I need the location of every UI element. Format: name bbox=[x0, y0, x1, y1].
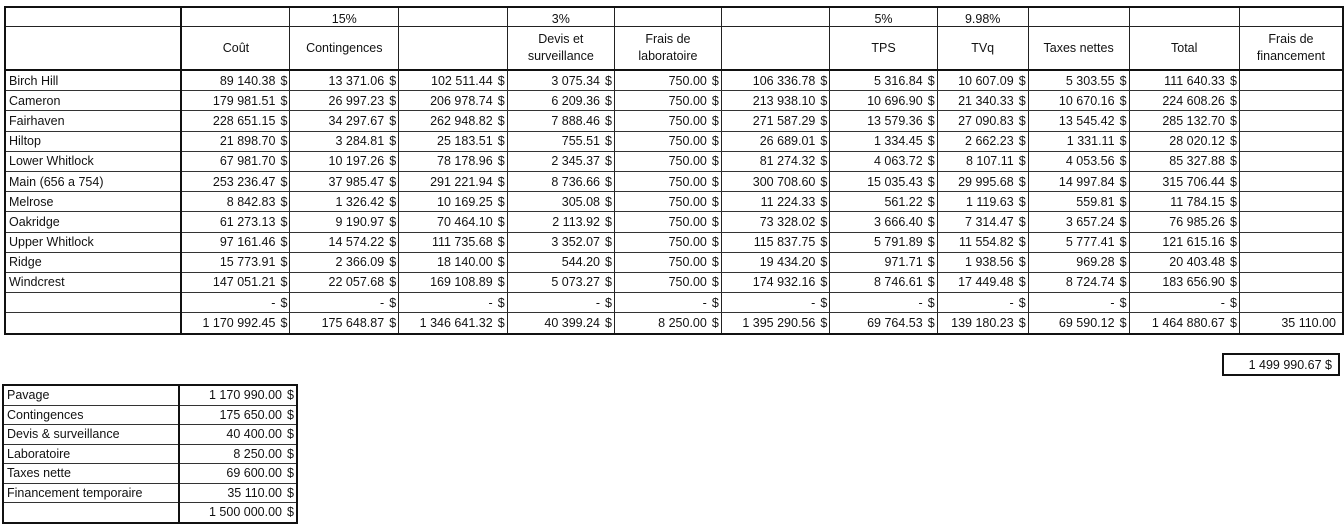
pct-cell bbox=[1239, 7, 1343, 27]
pct-cell bbox=[721, 7, 830, 27]
total-total: 1 464 880.67 $ bbox=[1129, 313, 1239, 335]
taxes-cell: 10 670.16 $ bbox=[1028, 91, 1129, 111]
total-cell: 183 656.90 $ bbox=[1129, 272, 1239, 292]
devis-cell: 544.20 $ bbox=[507, 252, 614, 272]
contingences-cell: 34 297.67 $ bbox=[290, 111, 399, 131]
taxes-cell: 969.28 $ bbox=[1028, 252, 1129, 272]
contingences-cell: - $ bbox=[290, 293, 399, 313]
total-tvq: 139 180.23 $ bbox=[937, 313, 1028, 335]
contingences-cell: 3 284.81 $ bbox=[290, 131, 399, 151]
subtotal-cell: 10 169.25 $ bbox=[399, 192, 508, 212]
devis-cell: 3 075.34 $ bbox=[507, 70, 614, 91]
pct-contingences: 15% bbox=[290, 7, 399, 27]
cout-cell: 97 161.46 $ bbox=[181, 232, 290, 252]
cout-cell: 253 236.47 $ bbox=[181, 171, 290, 191]
devis-cell: - $ bbox=[507, 293, 614, 313]
tvq-cell: 7 314.47 $ bbox=[937, 212, 1028, 232]
cout-cell: 179 981.51 $ bbox=[181, 91, 290, 111]
subtotal-cell: 111 735.68 $ bbox=[399, 232, 508, 252]
table-row bbox=[5, 232, 1343, 252]
row-name: Hiltop bbox=[5, 131, 181, 151]
frais-fin-cell bbox=[1239, 293, 1343, 313]
table-row bbox=[5, 272, 1343, 292]
total-subtotal: 1 346 641.32 $ bbox=[399, 313, 508, 335]
devis-cell: 755.51 $ bbox=[507, 131, 614, 151]
subtotal-cell: 169 108.89 $ bbox=[399, 272, 508, 292]
devis-cell: 2 113.92 $ bbox=[507, 212, 614, 232]
row-name: Birch Hill bbox=[5, 70, 181, 91]
pct-tps: 5% bbox=[830, 7, 937, 27]
tvq-cell: 11 554.82 $ bbox=[937, 232, 1028, 252]
header-frais-fin: Frais de financement bbox=[1239, 27, 1343, 71]
total-cell: 76 985.26 $ bbox=[1129, 212, 1239, 232]
tps-cell: 3 666.40 $ bbox=[830, 212, 937, 232]
lab-cell: 750.00 $ bbox=[614, 272, 721, 292]
tvq-cell: 10 607.09 $ bbox=[937, 70, 1028, 91]
subtotal-cell: 291 221.94 $ bbox=[399, 171, 508, 191]
summary-value: 35 110.00 $ bbox=[179, 483, 297, 503]
tvq-cell: 29 995.68 $ bbox=[937, 171, 1028, 191]
tvq-cell: 27 090.83 $ bbox=[937, 111, 1028, 131]
header-taxes: Taxes nettes bbox=[1028, 27, 1129, 71]
subtotal-cell: 70 464.10 $ bbox=[399, 212, 508, 232]
pct-cell bbox=[614, 7, 721, 27]
totals-label bbox=[5, 313, 181, 335]
taxes-cell: 8 724.74 $ bbox=[1028, 272, 1129, 292]
frais-fin-cell bbox=[1239, 272, 1343, 292]
summary-value: 175 650.00 $ bbox=[179, 405, 297, 425]
summary-row bbox=[3, 405, 297, 425]
header-contingences: Contingences bbox=[290, 27, 399, 71]
tps-cell: 5 316.84 $ bbox=[830, 70, 937, 91]
column-header-row bbox=[5, 27, 1343, 71]
cout-cell: 61 273.13 $ bbox=[181, 212, 290, 232]
total-cout: 1 170 992.45 $ bbox=[181, 313, 290, 335]
summary-row bbox=[3, 444, 297, 464]
total-cell: 20 403.48 $ bbox=[1129, 252, 1239, 272]
devis-cell: 6 209.36 $ bbox=[507, 91, 614, 111]
summary-row bbox=[3, 503, 297, 523]
pct-cell bbox=[399, 7, 508, 27]
taxes-cell: 1 331.11 $ bbox=[1028, 131, 1129, 151]
total-devis: 40 399.24 $ bbox=[507, 313, 614, 335]
cout-cell: 67 981.70 $ bbox=[181, 151, 290, 171]
total-cell: 111 640.33 $ bbox=[1129, 70, 1239, 91]
total-cell: 28 020.12 $ bbox=[1129, 131, 1239, 151]
cout-cell: 15 773.91 $ bbox=[181, 252, 290, 272]
devis-cell: 3 352.07 $ bbox=[507, 232, 614, 252]
contingences-cell: 14 574.22 $ bbox=[290, 232, 399, 252]
frais-fin-cell bbox=[1239, 151, 1343, 171]
taxes-cell: - $ bbox=[1028, 293, 1129, 313]
contingences-cell: 1 326.42 $ bbox=[290, 192, 399, 212]
summary-value: 8 250.00 $ bbox=[179, 444, 297, 464]
table-row bbox=[5, 151, 1343, 171]
tps-cell: 1 334.45 $ bbox=[830, 131, 937, 151]
subtotal-2-cell: 213 938.10 $ bbox=[721, 91, 830, 111]
total-cell: - $ bbox=[1129, 293, 1239, 313]
frais-fin-cell bbox=[1239, 91, 1343, 111]
table-row bbox=[5, 70, 1343, 91]
contingences-cell: 2 366.09 $ bbox=[290, 252, 399, 272]
summary-label: Financement temporaire bbox=[3, 483, 179, 503]
subtotal-cell: 25 183.51 $ bbox=[399, 131, 508, 151]
tps-cell: 13 579.36 $ bbox=[830, 111, 937, 131]
lab-cell: 750.00 $ bbox=[614, 212, 721, 232]
taxes-cell: 5 303.55 $ bbox=[1028, 70, 1129, 91]
header-frais-lab: Frais de laboratoire bbox=[614, 27, 721, 71]
summary-value: 40 400.00 $ bbox=[179, 425, 297, 445]
lab-cell: 750.00 $ bbox=[614, 70, 721, 91]
subtotal-2-cell: 19 434.20 $ bbox=[721, 252, 830, 272]
tps-cell: 561.22 $ bbox=[830, 192, 937, 212]
summary-label: Laboratoire bbox=[3, 444, 179, 464]
tvq-cell: 21 340.33 $ bbox=[937, 91, 1028, 111]
header-cell bbox=[721, 27, 830, 71]
subtotal-cell: 78 178.96 $ bbox=[399, 151, 508, 171]
total-lab: 8 250.00 $ bbox=[614, 313, 721, 335]
lab-cell: 750.00 $ bbox=[614, 232, 721, 252]
contingences-cell: 10 197.26 $ bbox=[290, 151, 399, 171]
subtotal-cell: 18 140.00 $ bbox=[399, 252, 508, 272]
frais-fin-cell bbox=[1239, 252, 1343, 272]
grand-total-box bbox=[1222, 353, 1340, 376]
table-row bbox=[5, 252, 1343, 272]
frais-fin-cell bbox=[1239, 70, 1343, 91]
totals-row bbox=[5, 313, 1343, 335]
table-row bbox=[5, 293, 1343, 313]
cost-breakdown-table bbox=[4, 6, 1344, 335]
total-cell: 121 615.16 $ bbox=[1129, 232, 1239, 252]
contingences-cell: 9 190.97 $ bbox=[290, 212, 399, 232]
row-name: Main (656 a 754) bbox=[5, 171, 181, 191]
tps-cell: 5 791.89 $ bbox=[830, 232, 937, 252]
devis-cell: 5 073.27 $ bbox=[507, 272, 614, 292]
table-row bbox=[5, 131, 1343, 151]
subtotal-2-cell: 174 932.16 $ bbox=[721, 272, 830, 292]
row-name: Oakridge bbox=[5, 212, 181, 232]
table-row bbox=[5, 171, 1343, 191]
total-tps: 69 764.53 $ bbox=[830, 313, 937, 335]
devis-cell: 2 345.37 $ bbox=[507, 151, 614, 171]
subtotal-2-cell: 26 689.01 $ bbox=[721, 131, 830, 151]
taxes-cell: 4 053.56 $ bbox=[1028, 151, 1129, 171]
total-cell: 224 608.26 $ bbox=[1129, 91, 1239, 111]
subtotal-2-cell: 106 336.78 $ bbox=[721, 70, 830, 91]
header-cell bbox=[5, 27, 181, 71]
total-cell: 315 706.44 $ bbox=[1129, 171, 1239, 191]
subtotal-2-cell: 81 274.32 $ bbox=[721, 151, 830, 171]
subtotal-2-cell: 115 837.75 $ bbox=[721, 232, 830, 252]
summary-label: Devis & surveillance bbox=[3, 425, 179, 445]
row-name: Fairhaven bbox=[5, 111, 181, 131]
lab-cell: 750.00 $ bbox=[614, 151, 721, 171]
frais-fin-cell bbox=[1239, 171, 1343, 191]
summary-label: Contingences bbox=[3, 405, 179, 425]
total-cell: 11 784.15 $ bbox=[1129, 192, 1239, 212]
frais-fin-cell bbox=[1239, 232, 1343, 252]
total-subtotal-2: 1 395 290.56 $ bbox=[721, 313, 830, 335]
summary-value: 1 500 000.00 $ bbox=[179, 503, 297, 523]
table-row bbox=[5, 91, 1343, 111]
frais-fin-cell bbox=[1239, 111, 1343, 131]
tps-cell: 971.71 $ bbox=[830, 252, 937, 272]
row-name: Windcrest bbox=[5, 272, 181, 292]
header-tvq: TVq bbox=[937, 27, 1028, 71]
pct-devis: 3% bbox=[507, 7, 614, 27]
devis-cell: 7 888.46 $ bbox=[507, 111, 614, 131]
pct-cell bbox=[5, 7, 181, 27]
contingences-cell: 26 997.23 $ bbox=[290, 91, 399, 111]
taxes-cell: 5 777.41 $ bbox=[1028, 232, 1129, 252]
frais-fin-cell bbox=[1239, 131, 1343, 151]
cout-cell: 89 140.38 $ bbox=[181, 70, 290, 91]
summary-value: 1 170 990.00 $ bbox=[179, 385, 297, 405]
taxes-cell: 14 997.84 $ bbox=[1028, 171, 1129, 191]
total-frais-fin: 35 110.00 bbox=[1239, 313, 1343, 335]
summary-row bbox=[3, 483, 297, 503]
tps-cell: 10 696.90 $ bbox=[830, 91, 937, 111]
row-name: Upper Whitlock bbox=[5, 232, 181, 252]
header-tps: TPS bbox=[830, 27, 937, 71]
tps-cell: 15 035.43 $ bbox=[830, 171, 937, 191]
devis-cell: 8 736.66 $ bbox=[507, 171, 614, 191]
header-cell bbox=[399, 27, 508, 71]
tvq-cell: 1 119.63 $ bbox=[937, 192, 1028, 212]
lab-cell: 750.00 $ bbox=[614, 252, 721, 272]
header-total: Total bbox=[1129, 27, 1239, 71]
contingences-cell: 37 985.47 $ bbox=[290, 171, 399, 191]
percentage-row bbox=[5, 7, 1343, 27]
cout-cell: 8 842.83 $ bbox=[181, 192, 290, 212]
pct-cell bbox=[1028, 7, 1129, 27]
lab-cell: 750.00 $ bbox=[614, 111, 721, 131]
table-row bbox=[5, 212, 1343, 232]
header-cout: Coût bbox=[181, 27, 290, 71]
subtotal-cell: 206 978.74 $ bbox=[399, 91, 508, 111]
lab-cell: 750.00 $ bbox=[614, 171, 721, 191]
summary-label: Pavage bbox=[3, 385, 179, 405]
subtotal-2-cell: - $ bbox=[721, 293, 830, 313]
tps-cell: 8 746.61 $ bbox=[830, 272, 937, 292]
subtotal-cell: 262 948.82 $ bbox=[399, 111, 508, 131]
taxes-cell: 13 545.42 $ bbox=[1028, 111, 1129, 131]
total-cell: 285 132.70 $ bbox=[1129, 111, 1239, 131]
total-cell: 85 327.88 $ bbox=[1129, 151, 1239, 171]
summary-row bbox=[3, 464, 297, 484]
subtotal-cell: 102 511.44 $ bbox=[399, 70, 508, 91]
cout-cell: 21 898.70 $ bbox=[181, 131, 290, 151]
summary-label: Taxes nette bbox=[3, 464, 179, 484]
tvq-cell: 17 449.48 $ bbox=[937, 272, 1028, 292]
tvq-cell: 8 107.11 $ bbox=[937, 151, 1028, 171]
subtotal-2-cell: 300 708.60 $ bbox=[721, 171, 830, 191]
total-taxes: 69 590.12 $ bbox=[1028, 313, 1129, 335]
pct-cell bbox=[181, 7, 290, 27]
tvq-cell: - $ bbox=[937, 293, 1028, 313]
frais-fin-cell bbox=[1239, 212, 1343, 232]
row-name bbox=[5, 293, 181, 313]
tvq-cell: 2 662.23 $ bbox=[937, 131, 1028, 151]
lab-cell: - $ bbox=[614, 293, 721, 313]
row-name: Lower Whitlock bbox=[5, 151, 181, 171]
summary-row bbox=[3, 385, 297, 405]
pct-cell bbox=[1129, 7, 1239, 27]
cout-cell: 147 051.21 $ bbox=[181, 272, 290, 292]
total-contingences: 175 648.87 $ bbox=[290, 313, 399, 335]
table-row bbox=[5, 111, 1343, 131]
cout-cell: 228 651.15 $ bbox=[181, 111, 290, 131]
taxes-cell: 3 657.24 $ bbox=[1028, 212, 1129, 232]
summary-label bbox=[3, 503, 179, 523]
subtotal-2-cell: 73 328.02 $ bbox=[721, 212, 830, 232]
subtotal-2-cell: 11 224.33 $ bbox=[721, 192, 830, 212]
row-name: Ridge bbox=[5, 252, 181, 272]
tps-cell: 4 063.72 $ bbox=[830, 151, 937, 171]
taxes-cell: 559.81 $ bbox=[1028, 192, 1129, 212]
header-devis: Devis et surveillance bbox=[507, 27, 614, 71]
grand-total-value: 1 499 990.67 $ bbox=[1248, 357, 1332, 372]
lab-cell: 750.00 $ bbox=[614, 131, 721, 151]
tvq-cell: 1 938.56 $ bbox=[937, 252, 1028, 272]
table-row bbox=[5, 192, 1343, 212]
summary-value: 69 600.00 $ bbox=[179, 464, 297, 484]
row-name: Melrose bbox=[5, 192, 181, 212]
summary-row bbox=[3, 425, 297, 445]
subtotal-cell: - $ bbox=[399, 293, 508, 313]
pct-tvq: 9.98% bbox=[937, 7, 1028, 27]
lab-cell: 750.00 $ bbox=[614, 91, 721, 111]
subtotal-2-cell: 271 587.29 $ bbox=[721, 111, 830, 131]
frais-fin-cell bbox=[1239, 192, 1343, 212]
summary-table bbox=[2, 384, 298, 524]
lab-cell: 750.00 $ bbox=[614, 192, 721, 212]
contingences-cell: 13 371.06 $ bbox=[290, 70, 399, 91]
row-name: Cameron bbox=[5, 91, 181, 111]
devis-cell: 305.08 $ bbox=[507, 192, 614, 212]
tps-cell: - $ bbox=[830, 293, 937, 313]
cout-cell: - $ bbox=[181, 293, 290, 313]
contingences-cell: 22 057.68 $ bbox=[290, 272, 399, 292]
